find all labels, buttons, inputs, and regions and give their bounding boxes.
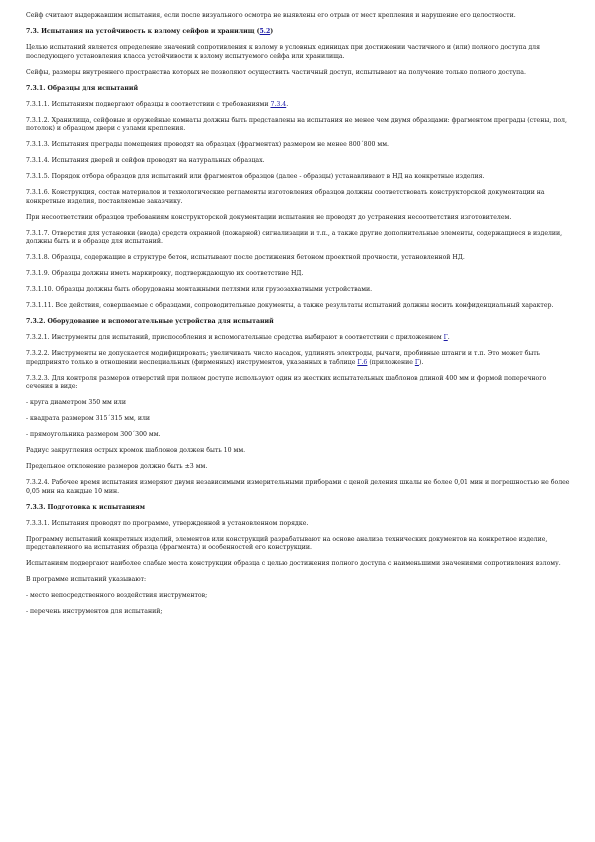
paragraph-text: Предельное отклонение размеров должно быть ±3 мм. (26, 463, 208, 471)
paragraph (26, 214, 570, 223)
section-heading (26, 28, 570, 37)
paragraph (26, 592, 570, 601)
paragraph-text: 7.3.2. Оборудование и вспомогательные устройства для испытаний (26, 318, 274, 326)
paragraph (26, 479, 570, 496)
paragraph-text: 7.3.1.4. Испытания дверей и сейфов проводят на натуральных образцах. (26, 157, 265, 165)
paragraph (26, 399, 570, 408)
paragraph (26, 302, 570, 311)
paragraph (26, 270, 570, 279)
paragraph-text: 7.3.1.2. Хранилища, сейфовые и оружейные комнаты должны быть представлены на испытания не менее чем двумя образцами: фрагментом преграды (стены, пол, потолок) и образцом двери с узлами крепления. (26, 116, 567, 133)
paragraph-text: В программе испытаний указывают: (26, 576, 147, 584)
paragraph-text: 7.3.2.2. Инструменты не допускается модифицировать; увеличивать число насадок, удлинять электроды, рычаги, пробивные штанги и т.п. Это может быть предпринято только в отношении неспециальных (фирменных) инструментов, указанных в таблице (26, 350, 541, 366)
paragraph-text: . (286, 100, 289, 108)
section-heading (26, 85, 570, 94)
document-page (26, 12, 570, 624)
paragraph-text: ). (418, 358, 424, 366)
paragraph (26, 415, 570, 424)
paragraph-text: - квадрата размером 315´315 мм, или (26, 415, 151, 423)
paragraph-text: 7.3.1.6. Конструкция, состав материалов и технологические регламенты изготовления образцов должны соответствовать конструкторской документации на конкретные изделия, поставляемые заказчику. (26, 189, 545, 205)
paragraph-text: 7.3.3. Подготовка к испытаниям (26, 503, 146, 511)
paragraph-text: 7.3. Испытания на устойчивость к взлому сейфов и хранилищ ( (26, 27, 260, 35)
paragraph (26, 431, 570, 440)
paragraph-text: - прямоугольника размером 300´300 мм. (26, 431, 161, 439)
paragraph (26, 117, 570, 134)
paragraph-text: - круга диаметром 350 мм или (26, 399, 126, 407)
cross-reference-link[interactable]: Г (443, 334, 448, 342)
paragraph (26, 576, 570, 585)
cross-reference-link[interactable]: Г (414, 358, 419, 366)
cross-reference-link[interactable]: 7.3.4 (270, 100, 287, 108)
paragraph-text: 7.3.1.10. Образцы должны быть оборудованы монтажными петлями или грузозахватными устройствами. (26, 286, 373, 294)
paragraph-text: 7.3.1.7. Отверстия для установки (ввода) средств охранной (пожарной) сигнализации и т.п., а также другие дополнительные элементы, содержащиеся в изделии, должны быть и в образце для испытаний. (26, 229, 563, 246)
paragraph-text: 7.3.1.5. Порядок отбора образцов для испытаний или фрагментов образцов (далее - образцы) устанавливают в НД на конкретные изделия. (26, 173, 485, 181)
paragraph-text: - перечень инструментов для испытаний; (26, 608, 163, 616)
paragraph (26, 141, 570, 150)
paragraph (26, 608, 570, 617)
paragraph-text: Сейфы, размеры внутреннего пространства которых не позволяют осуществить частичный доступ, испытывают на получение только полного доступа. (26, 68, 526, 76)
paragraph (26, 12, 570, 21)
paragraph-text: - место непосредственного воздействия инструментов; (26, 592, 208, 600)
paragraph-text: 7.3.1. Образцы для испытаний (26, 84, 139, 92)
paragraph (26, 254, 570, 263)
paragraph (26, 101, 570, 110)
paragraph (26, 536, 570, 553)
paragraph (26, 375, 570, 392)
paragraph (26, 286, 570, 295)
paragraph (26, 157, 570, 166)
paragraph-text: 7.3.2.4. Рабочее время испытания измеряют двумя независимыми измерительными приборами с ценой деления шкалы не более 0,01 мин и погрешностью не более 0,05 мин на каждые 10 мин. (26, 479, 570, 495)
paragraph-text: . (447, 334, 450, 342)
paragraph (26, 447, 570, 456)
paragraph-text: 7.3.1.11. Все действия, совершаемые с образцами, сопроводительные документы, а также результаты испытаний должны носить конфиденциальный характер. (26, 302, 554, 310)
paragraph-text: 7.3.1.1. Испытаниям подвергают образцы в соответствии с требованиями (26, 100, 271, 108)
cross-reference-link[interactable]: Г.6 (357, 358, 368, 366)
paragraph-text: 7.3.1.8. Образцы, содержащие в структуре бетон, испытывают после достижения бетоном проектной прочности, установленной НД. (26, 254, 465, 262)
paragraph-text: Сейф считают выдержавшим испытания, если после визуального осмотра не выявлены его отрыв от мест крепления и нарушение его целостности. (26, 12, 516, 19)
section-heading (26, 504, 570, 513)
paragraph (26, 463, 570, 472)
paragraph (26, 520, 570, 529)
paragraph-text: ) (270, 27, 274, 35)
paragraph-text: При несоответствии образцов требованиям конструкторской документации испытания не проводят до устранения несоответствия изготовителем. (26, 213, 512, 221)
cross-reference-link[interactable]: 5.2 (259, 27, 271, 35)
paragraph (26, 560, 570, 569)
paragraph (26, 189, 570, 206)
paragraph-text: 7.3.2.3. Для контроля размеров отверстий при полном доступе используют один из жестких испытательных шаблонов длиной 400 мм и формой поперечного сечения в виде: (26, 374, 547, 391)
paragraph-text: Испытаниям подвергают наиболее слабые места конструкции образца с целью достижения полного доступа с наименьшими значениями сопротивления взлому. (26, 560, 561, 568)
paragraph-text: 7.3.1.9. Образцы должны иметь маркировку, подтверждающую их соответствие НД. (26, 270, 304, 278)
paragraph-text: Программу испытаний конкретных изделий, элементов или конструкций разрабатывают на основе анализа технических документов на конкретное изделие, представленного на испытания образца (фрагмента) и особенностей его конструкции. (26, 535, 548, 552)
paragraph-text: Целью испытаний является определение значений сопротивления к взлому в условных единицах при достижении частичного и (или) полного доступа для последующего установления класса устойчивости к взлому испытуемого сейфа или хранилища. (26, 43, 541, 60)
paragraph-text: Радиус закругления острых кромок шаблонов должен быть 10 мм. (26, 447, 246, 455)
paragraph (26, 173, 570, 182)
paragraph-text: (приложение (367, 358, 415, 366)
paragraph (26, 350, 570, 367)
paragraph-text: 7.3.2.1. Инструменты для испытаний, приспособления и вспомогательные средства выбирают в соответствии с приложением (26, 334, 444, 342)
paragraph (26, 44, 570, 61)
paragraph-text: 7.3.1.3. Испытания преграды помещения проводят на образцах (фрагментах) размером не менее 800´800 мм. (26, 141, 390, 149)
section-heading (26, 318, 570, 327)
paragraph (26, 230, 570, 247)
paragraph-text: 7.3.3.1. Испытания проводят по программе, утвержденной в установленном порядке. (26, 519, 309, 527)
paragraph (26, 69, 570, 78)
paragraph (26, 334, 570, 343)
